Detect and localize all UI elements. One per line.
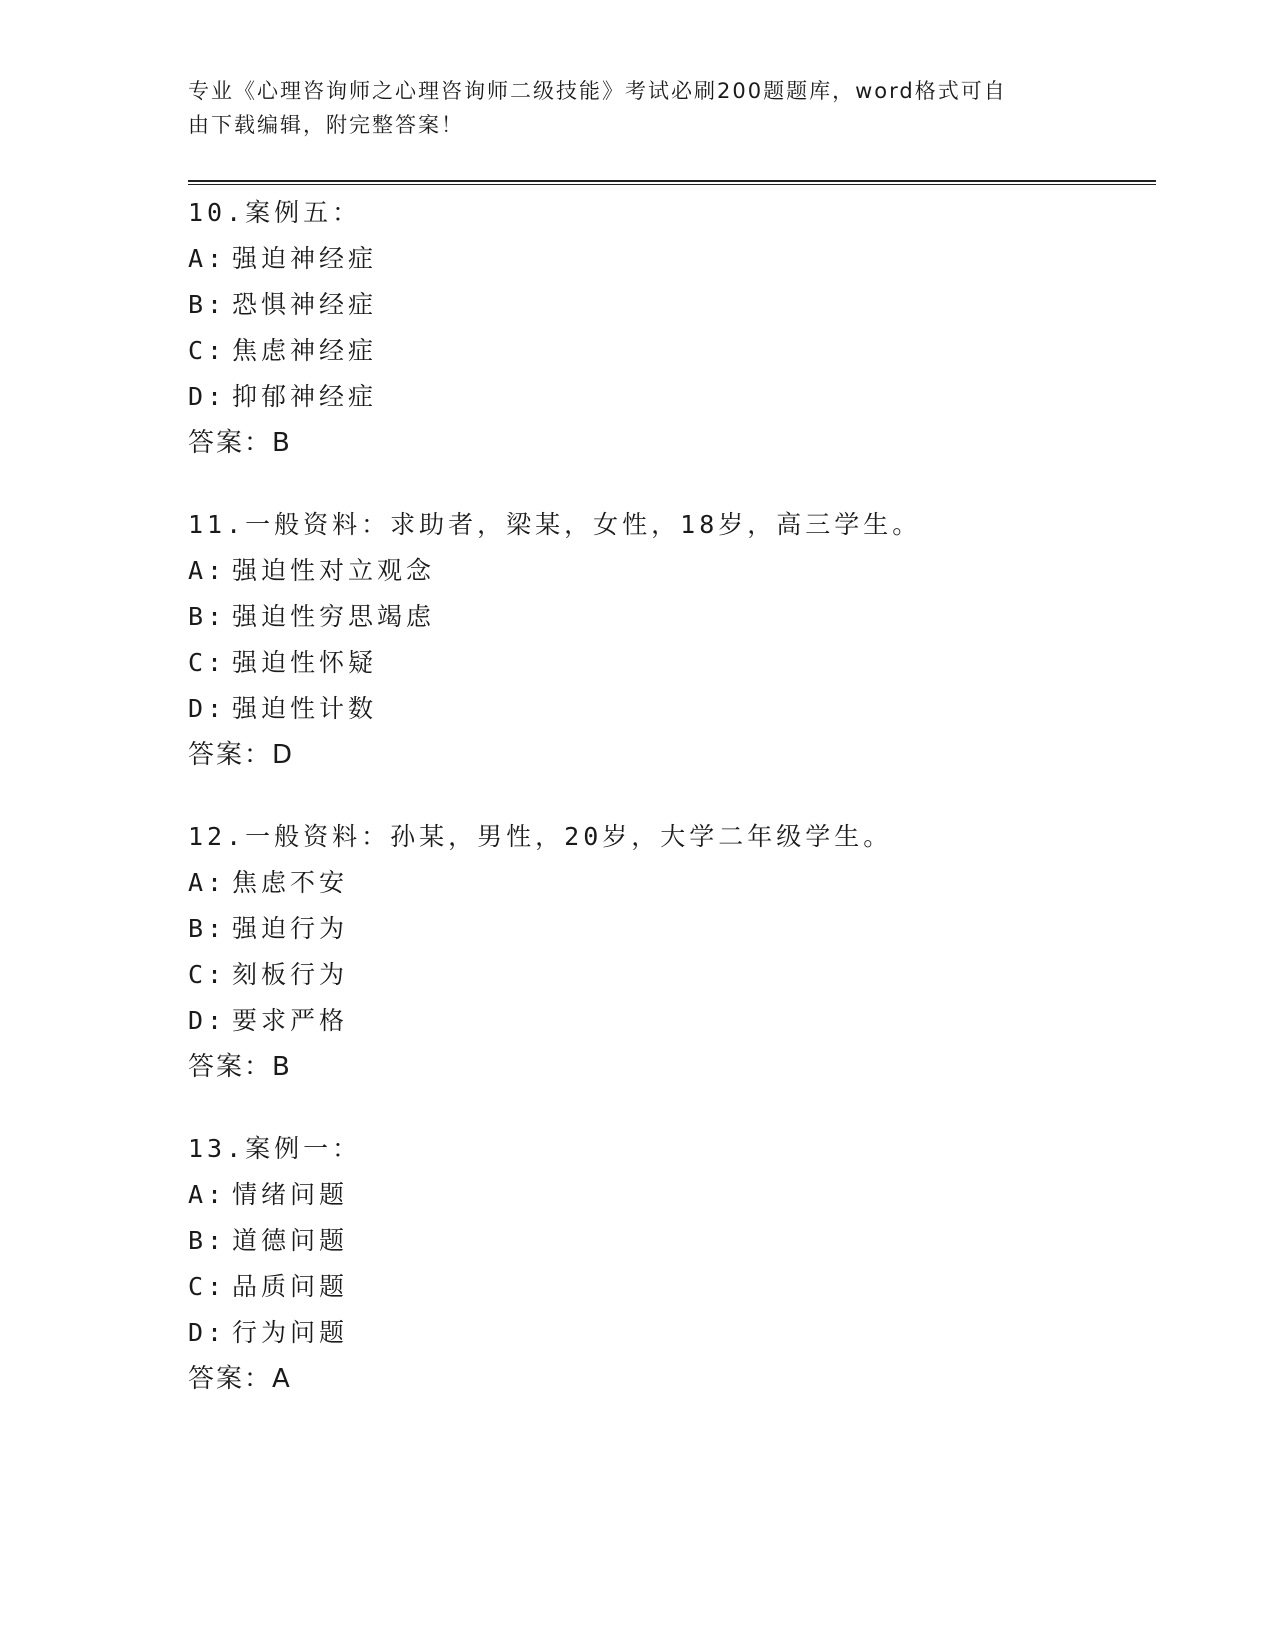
question-10	[188, 190, 1148, 466]
option-c	[188, 1264, 1148, 1310]
header-line-1: 专业《心理咨询师之心理咨询师二级技能》考试必刷200题题库，word格式可自	[188, 79, 1007, 103]
answer-line: 答案：B	[188, 428, 292, 458]
option-key: B:	[188, 290, 227, 319]
option-text: 强迫性对立观念	[232, 556, 436, 585]
option-text: 强迫性穷思竭虑	[232, 602, 436, 631]
option-key: D:	[188, 1006, 227, 1035]
answer-line: 答案：A	[188, 1364, 292, 1394]
question-stem: 10.案例五：	[188, 198, 362, 227]
option-b	[188, 282, 1148, 328]
option-text: 刻板行为	[232, 960, 349, 989]
option-text: 品质问题	[232, 1272, 349, 1301]
option-key: B:	[188, 914, 227, 943]
option-a	[188, 236, 1148, 282]
answer-line: 答案：D	[188, 740, 295, 770]
option-key: C:	[188, 960, 227, 989]
option-key: D:	[188, 382, 227, 411]
option-b	[188, 594, 1148, 640]
option-d	[188, 1310, 1148, 1356]
option-key: D:	[188, 1318, 227, 1347]
option-key: A:	[188, 868, 227, 897]
option-text: 强迫性计数	[232, 694, 378, 723]
option-a	[188, 860, 1148, 906]
question-stem: 11.一般资料：求助者，梁某，女性，18岁，高三学生。	[188, 510, 922, 539]
question-stem: 13.案例一：	[188, 1134, 362, 1163]
option-key: A:	[188, 556, 227, 585]
option-d	[188, 686, 1148, 732]
option-key: C:	[188, 648, 227, 677]
option-text: 强迫行为	[232, 914, 349, 943]
option-text: 抑郁神经症	[232, 382, 378, 411]
option-c	[188, 952, 1148, 998]
option-key: A:	[188, 1180, 227, 1209]
header-divider-thin	[188, 184, 1156, 185]
option-key: C:	[188, 336, 227, 365]
header-divider-thick	[188, 180, 1156, 182]
option-key: C:	[188, 1272, 227, 1301]
option-d	[188, 998, 1148, 1044]
option-key: A:	[188, 244, 227, 273]
option-text: 恐惧神经症	[232, 290, 378, 319]
document-header	[188, 74, 1068, 142]
option-text: 强迫神经症	[232, 244, 378, 273]
question-11	[188, 502, 1148, 778]
option-key: B:	[188, 602, 227, 631]
question-12	[188, 814, 1148, 1090]
option-a	[188, 548, 1148, 594]
option-text: 道德问题	[232, 1226, 349, 1255]
option-text: 行为问题	[232, 1318, 349, 1347]
option-c	[188, 640, 1148, 686]
option-text: 强迫性怀疑	[232, 648, 378, 677]
option-d	[188, 374, 1148, 420]
option-key: B:	[188, 1226, 227, 1255]
option-text: 焦虑不安	[232, 868, 349, 897]
option-c	[188, 328, 1148, 374]
option-text: 焦虑神经症	[232, 336, 378, 365]
question-stem: 12.一般资料：孙某，男性，20岁，大学二年级学生。	[188, 822, 893, 851]
option-text: 要求严格	[232, 1006, 349, 1035]
question-13	[188, 1126, 1148, 1402]
option-key: D:	[188, 694, 227, 723]
option-text: 情绪问题	[232, 1180, 349, 1209]
question-list	[188, 190, 1148, 1438]
answer-line: 答案：B	[188, 1052, 292, 1082]
option-a	[188, 1172, 1148, 1218]
option-b	[188, 906, 1148, 952]
option-b	[188, 1218, 1148, 1264]
header-line-2: 由下载编辑，附完整答案！	[188, 113, 464, 137]
